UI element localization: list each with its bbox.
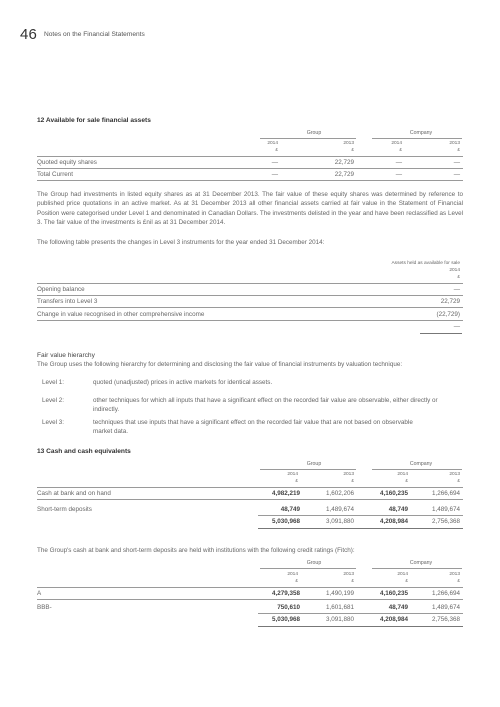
col-year: 2014 [397, 572, 408, 577]
note-12-heading: 12 Available for sale financial assets [37, 117, 151, 124]
col-currency: £ [457, 579, 460, 584]
table-cell: 4,982,219 [271, 490, 300, 497]
company-header: Company [409, 461, 433, 467]
col-year: 2013 [449, 141, 460, 146]
col-header: Assets held as available for sale [391, 261, 460, 266]
table-cell: 4,279,358 [271, 590, 300, 597]
company-header: Company [409, 130, 433, 136]
table-total: 4,208,984 [379, 616, 408, 623]
group-header: Group [306, 130, 322, 136]
col-year: 2013 [449, 472, 460, 477]
table-cell: 1,489,674 [325, 506, 354, 513]
level-text: other techniques for which all inputs that have a significant effect on the recorded fair value are observable, either directly or indirectly. [93, 397, 438, 414]
table-cell: — [271, 159, 278, 166]
table-cell: 1,266,694 [431, 490, 460, 497]
col-year: 2013 [343, 141, 354, 146]
col-currency: £ [295, 579, 298, 584]
col-currency: £ [295, 479, 298, 484]
group-header: Group [306, 560, 322, 566]
col-currency: £ [351, 148, 354, 153]
table-cell: 750,610 [277, 604, 300, 611]
col-year: 2013 [449, 572, 460, 577]
table-row-label: Short-term deposits [37, 506, 92, 513]
table-cell: — [453, 171, 460, 178]
table-total: 5,030,968 [271, 518, 300, 525]
company-header: Company [409, 560, 433, 566]
table-row-label: Total Current [37, 171, 74, 178]
level-text: techniques that use inputs that have a significant effect on the recorded fair value that are not based on observable market data. [93, 419, 413, 436]
col-year: 2013 [343, 472, 354, 477]
col-currency: £ [405, 479, 408, 484]
table-row-label: Quoted equity shares [37, 159, 97, 166]
col-year: 2014 [267, 141, 278, 146]
table-cell: 48,749 [280, 506, 300, 513]
level-label: Level 1: [42, 379, 65, 386]
table-cell: 48,749 [388, 604, 408, 611]
col-currency: £ [405, 579, 408, 584]
col-year: 2014 [397, 472, 408, 477]
col-currency: £ [457, 148, 460, 153]
col-year: 2014 [287, 572, 298, 577]
paragraph: The Group's cash at bank and short-term deposits are held with institutions with the following credit ratings (Fitch): [37, 547, 355, 554]
col-currency: £ [457, 479, 460, 484]
level-label: Level 2: [42, 397, 65, 404]
col-currency: £ [399, 148, 402, 153]
table-cell: — [395, 159, 402, 166]
table-cell: 1,601,681 [325, 604, 354, 611]
table-row-label: Transfers into Level 3 [37, 298, 98, 305]
col-year: 2014 [391, 141, 402, 146]
table-cell: 1,489,674 [431, 604, 460, 611]
table-cell: (22,729) [436, 311, 460, 318]
table-total: 3,091,880 [325, 518, 354, 525]
col-year: 2014 [287, 472, 298, 477]
note-13-heading: 13 Cash and cash equivalents [37, 448, 131, 455]
table-total: 5,030,968 [271, 616, 300, 623]
table-cell: — [271, 171, 278, 178]
table-cell: — [453, 286, 460, 293]
table-total: — [453, 323, 460, 330]
table-cell: 1,602,206 [325, 490, 354, 497]
table-cell: 4,160,235 [379, 490, 408, 497]
table-cell: 22,729 [440, 298, 460, 305]
table-row-label: Opening balance [37, 286, 85, 293]
table-row-label: BBB- [37, 604, 52, 611]
col-currency: £ [351, 579, 354, 584]
table-total: 2,756,368 [431, 518, 460, 525]
table-cell: 1,490,199 [325, 590, 354, 597]
table-row-label: A [37, 590, 42, 597]
col-year: 2013 [343, 572, 354, 577]
col-currency: £ [457, 275, 460, 280]
table-total: 2,756,368 [431, 616, 460, 623]
table-cell: 22,729 [334, 159, 354, 166]
table-cell: — [453, 159, 460, 166]
level-label: Level 3: [42, 419, 65, 426]
running-header: Notes on the Financial Statements [44, 31, 145, 38]
paragraph: The following table presents the changes in Level 3 instruments for the year ended 31 December 2014: [37, 239, 325, 246]
col-currency: £ [275, 148, 278, 153]
table-cell: — [395, 171, 402, 178]
table-cell: 1,266,694 [431, 590, 460, 597]
fair-value-heading: Fair value hierarchy [37, 352, 95, 359]
table-cell: 22,729 [334, 171, 354, 178]
table-row-label: Cash at bank and on hand [37, 490, 111, 497]
group-header: Group [306, 461, 322, 467]
table-cell: 48,749 [388, 506, 408, 513]
table-cell: 4,160,235 [379, 590, 408, 597]
table-row-label: Change in value recognised in other comprehensive income [37, 311, 205, 318]
paragraph: The Group uses the following hierarchy for determining and disclosing the fair value of financial instruments by valuation technique: [37, 361, 403, 368]
paragraph: The Group had investments in listed equity shares as at 31 December 2013. The fair value of these equity shares was determined by reference to published price quotations in an active market. As at 31 December 2013 all other financial assets carried at fair value in the Statement of Financial Position were categorised under Level 1 and denominated in Canadian Dollars. The investments delisted in the year and have been reclassified as Level 3. The fair value of the investments is £nil as at 31 December 2014. [37, 191, 463, 227]
table-total: 3,091,880 [325, 616, 354, 623]
page-number: 46 [20, 26, 38, 43]
level-text: quoted (unadjusted) prices in active markets for identical assets. [93, 379, 273, 386]
col-year: 2014 [449, 268, 460, 273]
table-cell: 1,489,674 [431, 506, 460, 513]
col-currency: £ [351, 479, 354, 484]
table-total: 4,208,984 [379, 518, 408, 525]
